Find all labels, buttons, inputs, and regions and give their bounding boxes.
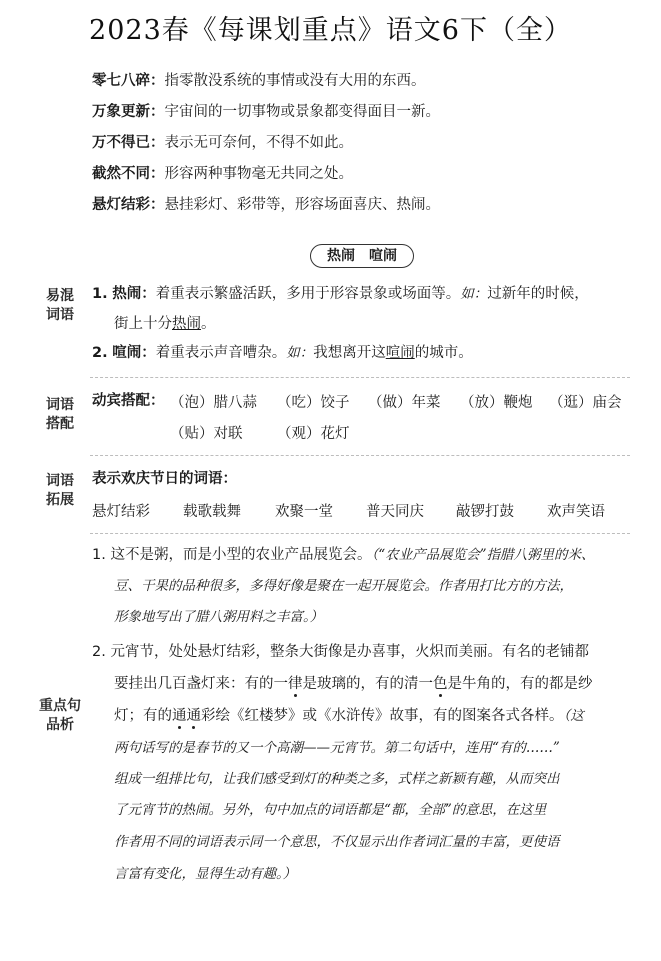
- sentence-text: 彩绘《红楼梦》或《水浒传》故事，有的图案各式各样。: [201, 708, 564, 724]
- sentence-note: （“农业产品展览会”指腊八粥里的米、: [371, 547, 595, 563]
- expansion-heading: 表示欢庆节日的词语：: [92, 471, 237, 487]
- sentence-line: [114, 706, 584, 726]
- example-marker: 如：: [286, 345, 314, 361]
- section-label-analysis: 重点句 品析: [39, 698, 81, 733]
- sentence-note-line: 组成一组排比句，让我们感受到灯的种类之多，式样之新颖有趣，从而突出: [114, 771, 560, 787]
- sentence-note-line: 两句话写的是春节的又一个高潮——元宵节。第二句话中，连用“有的……”: [114, 740, 560, 756]
- idiom-item: [92, 102, 440, 122]
- confusable-definition: 着重表示声音嘈杂。: [155, 345, 287, 361]
- idiom-item: [92, 71, 426, 91]
- idiom-term: 万象更新: [92, 104, 150, 120]
- sentence-text: 是牛角的，有的都是纱: [447, 676, 593, 692]
- idiom-term: 截然不同: [92, 166, 150, 182]
- example-text: 。: [201, 316, 216, 332]
- confusable-pair-badge: 热闹 喧闹: [310, 244, 414, 268]
- emphasis-dotted-char: 色: [433, 676, 448, 692]
- example-sentence: 过新年的时候，: [487, 286, 589, 302]
- page-title: 2023春《每课划重点》语文6下（全）: [89, 15, 572, 46]
- item-number: 2.: [92, 644, 106, 660]
- sentence-note-line: 作者用不同的词语表示同一个意思，不仅显示出作者词汇量的丰富，更使语: [114, 834, 560, 850]
- confusable-definition: 着重表示繁盛活跃，多用于形容景象或场面等。: [155, 286, 461, 302]
- example-marker: 如：: [460, 286, 488, 302]
- item-number: 1.: [92, 547, 106, 563]
- emphasis-dotted-char: 律: [288, 676, 303, 692]
- idiom-definition: 指零散没系统的事情或没有大用的东西。: [164, 73, 426, 89]
- festive-word: 载歌载舞: [183, 504, 241, 520]
- colon: ：: [150, 73, 165, 89]
- collocation-heading: 动宾搭配：: [92, 393, 165, 409]
- sentence-line: [114, 674, 593, 694]
- sentence-note-line: 豆、干果的品种很多，多得好像是聚在一起开展览会。作者用打比方的方法，: [114, 578, 573, 594]
- colon: ：: [141, 286, 156, 302]
- sentence-note-line: 形象地写出了腊八粥用料之丰富。）: [114, 609, 324, 625]
- emphasis-dotted-char: 通: [186, 708, 201, 724]
- confusable-term: 喧闹: [112, 345, 142, 361]
- confusable-item-2: [92, 343, 473, 363]
- festive-word: 普天同庆: [366, 504, 424, 520]
- sentence-text: 这不是粥，而是小型的农业产品展览会。: [110, 547, 372, 563]
- sentence-text: 元宵节，处处悬灯结彩，整条大街像是办喜事，火炽而美丽。有名的老铺都: [110, 644, 589, 660]
- underlined-word: 喧闹: [385, 345, 415, 361]
- item-number: 1.: [92, 286, 108, 302]
- collocation-phrase: （泡）腊八蒜: [170, 395, 257, 411]
- idiom-item: [92, 133, 353, 153]
- emphasis-dotted-char: 通: [172, 708, 187, 724]
- idiom-definition: 形容两种事物毫无共同之处。: [164, 166, 353, 182]
- confusable-term: 热闹: [112, 286, 142, 302]
- example-text: 的城市。: [414, 345, 473, 361]
- sentence-1: [92, 545, 595, 565]
- idiom-term: 悬灯结彩: [92, 197, 150, 213]
- section-divider: [90, 533, 630, 534]
- section-divider: [90, 455, 630, 456]
- sentence-note-line: 了元宵节的热闹。另外，句中加点的词语都是“都，全部”的意思，在这里: [114, 802, 547, 818]
- sentence-2: [92, 642, 589, 662]
- colon: ：: [150, 166, 165, 182]
- idiom-definition: 表示无可奈何，不得不如此。: [164, 135, 353, 151]
- sentence-note: （这: [563, 708, 584, 724]
- underlined-word: 热闹: [172, 316, 201, 332]
- example-text: 我想离开这: [313, 345, 386, 361]
- festive-word: 欢声笑语: [547, 504, 605, 520]
- section-label-expansion: 词语 拓展: [46, 473, 74, 508]
- colon: ：: [141, 345, 156, 361]
- idiom-item: [92, 195, 440, 215]
- section-label-confusable: 易混 词语: [46, 288, 74, 323]
- collocation-phrase: （做）年菜: [368, 395, 441, 411]
- collocation-phrase: （贴）对联: [170, 426, 243, 442]
- festive-word: 敲锣打鼓: [456, 504, 514, 520]
- idiom-term: 零七八碎: [92, 73, 150, 89]
- sentence-note-line: 言富有变化，显得生动有趣。）: [114, 866, 297, 882]
- sentence-text: 灯；有的: [114, 708, 172, 724]
- festive-word: 欢聚一堂: [275, 504, 333, 520]
- idiom-definition: 宇宙间的一切事物或景象都变得面目一新。: [164, 104, 440, 120]
- confusable-item-1: [92, 284, 589, 304]
- section-divider: [90, 377, 630, 378]
- colon: ：: [150, 104, 165, 120]
- idiom-definition: 悬挂彩灯、彩带等，形容场面喜庆、热闹。: [164, 197, 440, 213]
- festive-word: 悬灯结彩: [92, 504, 150, 520]
- collocation-phrase: （观）花灯: [277, 426, 350, 442]
- collocation-phrase: （吃）饺子: [277, 395, 350, 411]
- idiom-item: [92, 164, 353, 184]
- colon: ：: [150, 197, 165, 213]
- sentence-text: 是玻璃的，有的清一: [302, 676, 433, 692]
- sentence-text: 要挂出几百盏灯来：有的一: [114, 676, 288, 692]
- idiom-term: 万不得已: [92, 135, 150, 151]
- example-text: 街上十分: [114, 316, 172, 332]
- section-label-collocation: 词语 搭配: [46, 397, 74, 432]
- confusable-example-cont: [114, 314, 216, 334]
- colon: ：: [150, 135, 165, 151]
- collocation-phrase: （放）鞭炮: [460, 395, 533, 411]
- item-number: 2.: [92, 345, 108, 361]
- collocation-phrase: （逛）庙会: [549, 395, 622, 411]
